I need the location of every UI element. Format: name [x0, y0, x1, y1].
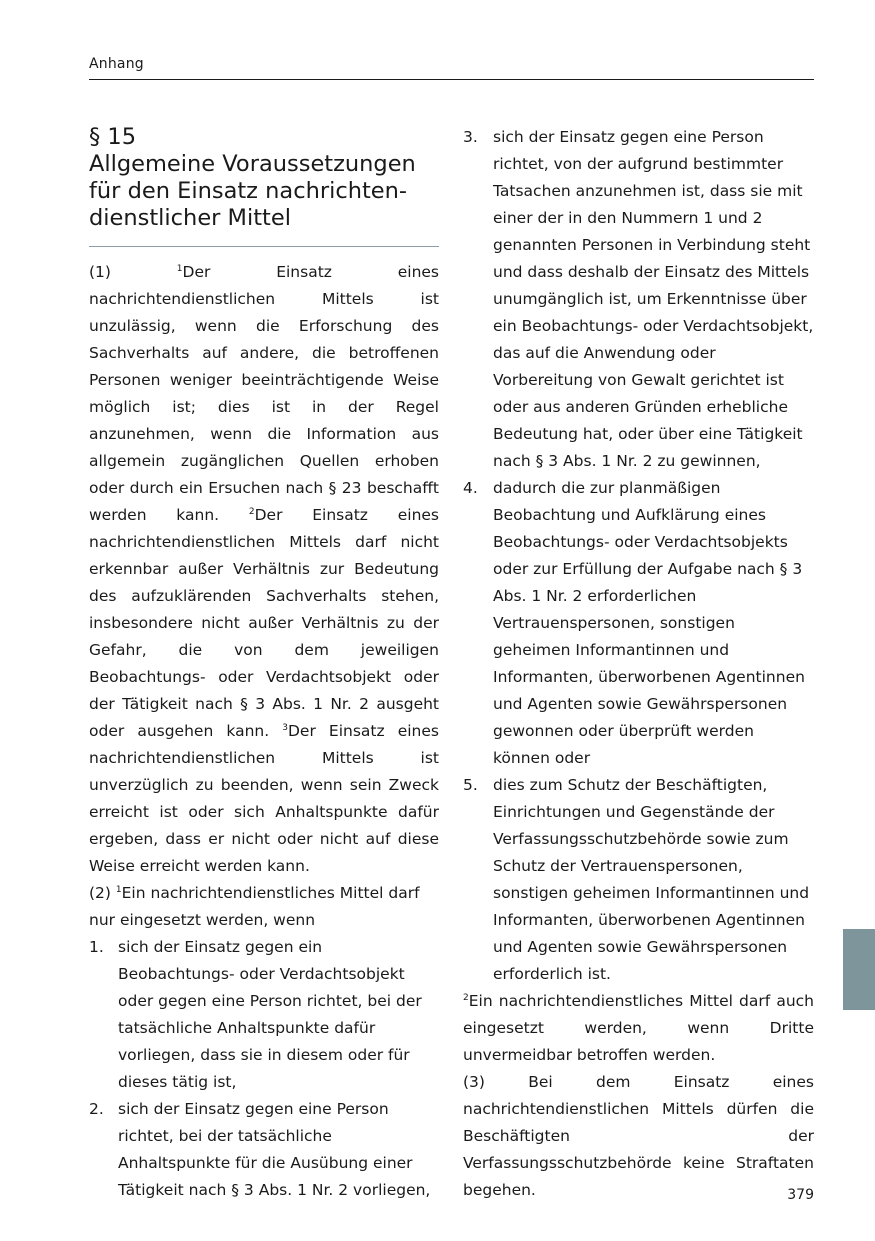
section-heading [89, 124, 439, 232]
list-number: 1. [89, 938, 104, 956]
title-rule [89, 246, 439, 247]
sentence-number: 3 [282, 723, 288, 733]
sentence-text: Bei dem Einsatz eines nachrichtendienstlichen Mittels dürfen die Beschäftigten der Verfassungsschutzbehörde keine Straftaten begehen. [463, 1073, 814, 1199]
sentence-number: 2 [463, 993, 469, 1003]
list-number: 4. [463, 479, 478, 497]
thumb-index-tab [843, 929, 875, 1010]
sentence-text: Der Einsatz eines nachrichtendienstlichen Mittels ist unzulässig, wenn die Erforschung des Sachverhalts auf andere, die betroffenen Personen weniger beeinträchtigende Weise möglich ist; dies ist in der Regel anzunehmen, wenn die Information aus allgemein zugänglichen Quellen erhoben oder durch ein Ersuchen nach § 23 beschafft werden kann. [89, 263, 439, 524]
page-number: 379 [787, 1187, 814, 1203]
paragraph-2-intro [89, 880, 439, 934]
paragraph-2-sentence-2 [463, 988, 814, 1069]
list-item [463, 475, 814, 772]
list-number: 2. [89, 1100, 104, 1118]
condition-list [89, 934, 439, 1204]
section-title-line: für den Einsatz nachrichten- [89, 178, 407, 204]
running-head: Anhang [89, 56, 144, 72]
sentence-number: 1 [115, 885, 122, 895]
list-number: 5. [463, 776, 478, 794]
section-title-line: Allgemeine Voraussetzungen [89, 151, 416, 177]
sentence-number: 1 [176, 264, 183, 274]
list-item [89, 934, 439, 1096]
paragraph-3 [463, 1069, 814, 1204]
paragraph-label: (1) [89, 263, 111, 281]
left-column [89, 124, 439, 1204]
section-number: § 15 [89, 124, 137, 150]
list-item [89, 1096, 439, 1204]
condition-list-continued [463, 124, 814, 988]
list-text: dadurch die zur planmäßigen Beobachtung und Aufklärung eines Beobachtungs- oder Verdachtsobjekts oder zur Erfüllung der Aufgabe nach § 3 Abs. 1 Nr. 2 erforderlichen Vertrauenspersonen, sonstigen geheimen Informantinnen und Informanten, überworbenen Agentinnen und Agenten sowie Gewährspersonen gewonnen oder überprüft werden können oder [493, 479, 805, 767]
sentence-text: Ein nachrichtendienstliches Mittel darf nur eingesetzt werden, wenn [89, 884, 420, 929]
list-item [463, 772, 814, 988]
sentence-text: Der Einsatz eines nachrichtendienstlichen Mittels darf nicht erkennbar außer Verhältnis zur Bedeutung des aufzuklärenden Sachverhalts stehen, insbesondere nicht außer Verhältnis zu der Gefahr, die von dem jeweiligen Beobachtungs- oder Verdachtsobjekt oder der Tätigkeit nach § 3 Abs. 1 Nr. 2 ausgeht oder ausgehen kann. [89, 506, 440, 740]
sentence-text: Der Einsatz eines nachrichtendienstlichen Mittels ist unverzüglich zu beenden, wenn sein Zweck erreicht ist oder sich Anhaltspunkte dafür ergeben, dass er nicht oder nicht auf diese Weise erreicht werden kann. [89, 722, 439, 875]
list-text: dies zum Schutz der Beschäftigten, Einrichtungen und Gegenstände der Verfassungsschutzbehörde sowie zum Schutz der Vertrauenspersonen, sonstigen geheimen Informantinnen und Informanten, überworbenen Agentinnen und Agenten sowie Gewährspersonen erforderlich ist. [493, 776, 810, 983]
header-rule [89, 79, 814, 80]
right-column [463, 124, 814, 1204]
paragraph-1 [89, 259, 439, 880]
section-title-line: dienstlicher Mittel [89, 205, 291, 231]
list-text: sich der Einsatz gegen eine Person richtet, von der aufgrund bestimmter Tatsachen anzunehmen ist, dass sie mit einer der in den Nummern 1 und 2 genannten Personen in Verbindung steht und dass deshalb der Einsatz des Mittels unumgänglich ist, um Erkenntnisse über ein Beobachtungs- oder Verdachtsobjekt, das auf die Anwendung oder Vorbereitung von Gewalt gerichtet ist oder aus anderen Gründen erhebliche Bedeutung hat, oder über eine Tätigkeit nach § 3 Abs. 1 Nr. 2 zu gewinnen, [493, 128, 814, 470]
list-text: sich der Einsatz gegen eine Person richtet, bei der tatsächliche Anhaltspunkte für die Ausübung einer Tätigkeit nach § 3 Abs. 1 Nr. 2 vorliegen, [118, 1100, 431, 1199]
sentence-number: 2 [248, 507, 255, 517]
list-number: 3. [463, 128, 478, 146]
list-text: sich der Einsatz gegen ein Beobachtungs- oder Verdachtsobjekt oder gegen eine Person richtet, bei der tatsächliche Anhaltspunkte dafür vorliegen, dass sie in diesem oder für dieses tätig ist, [118, 938, 422, 1091]
list-item [463, 124, 814, 475]
paragraph-label: (3) [463, 1073, 485, 1091]
sentence-text: Ein nachrichtendienstliches Mittel darf auch eingesetzt werden, wenn Dritte unvermeidbar betroffen werden. [463, 992, 814, 1064]
paragraph-label: (2) [89, 884, 111, 902]
